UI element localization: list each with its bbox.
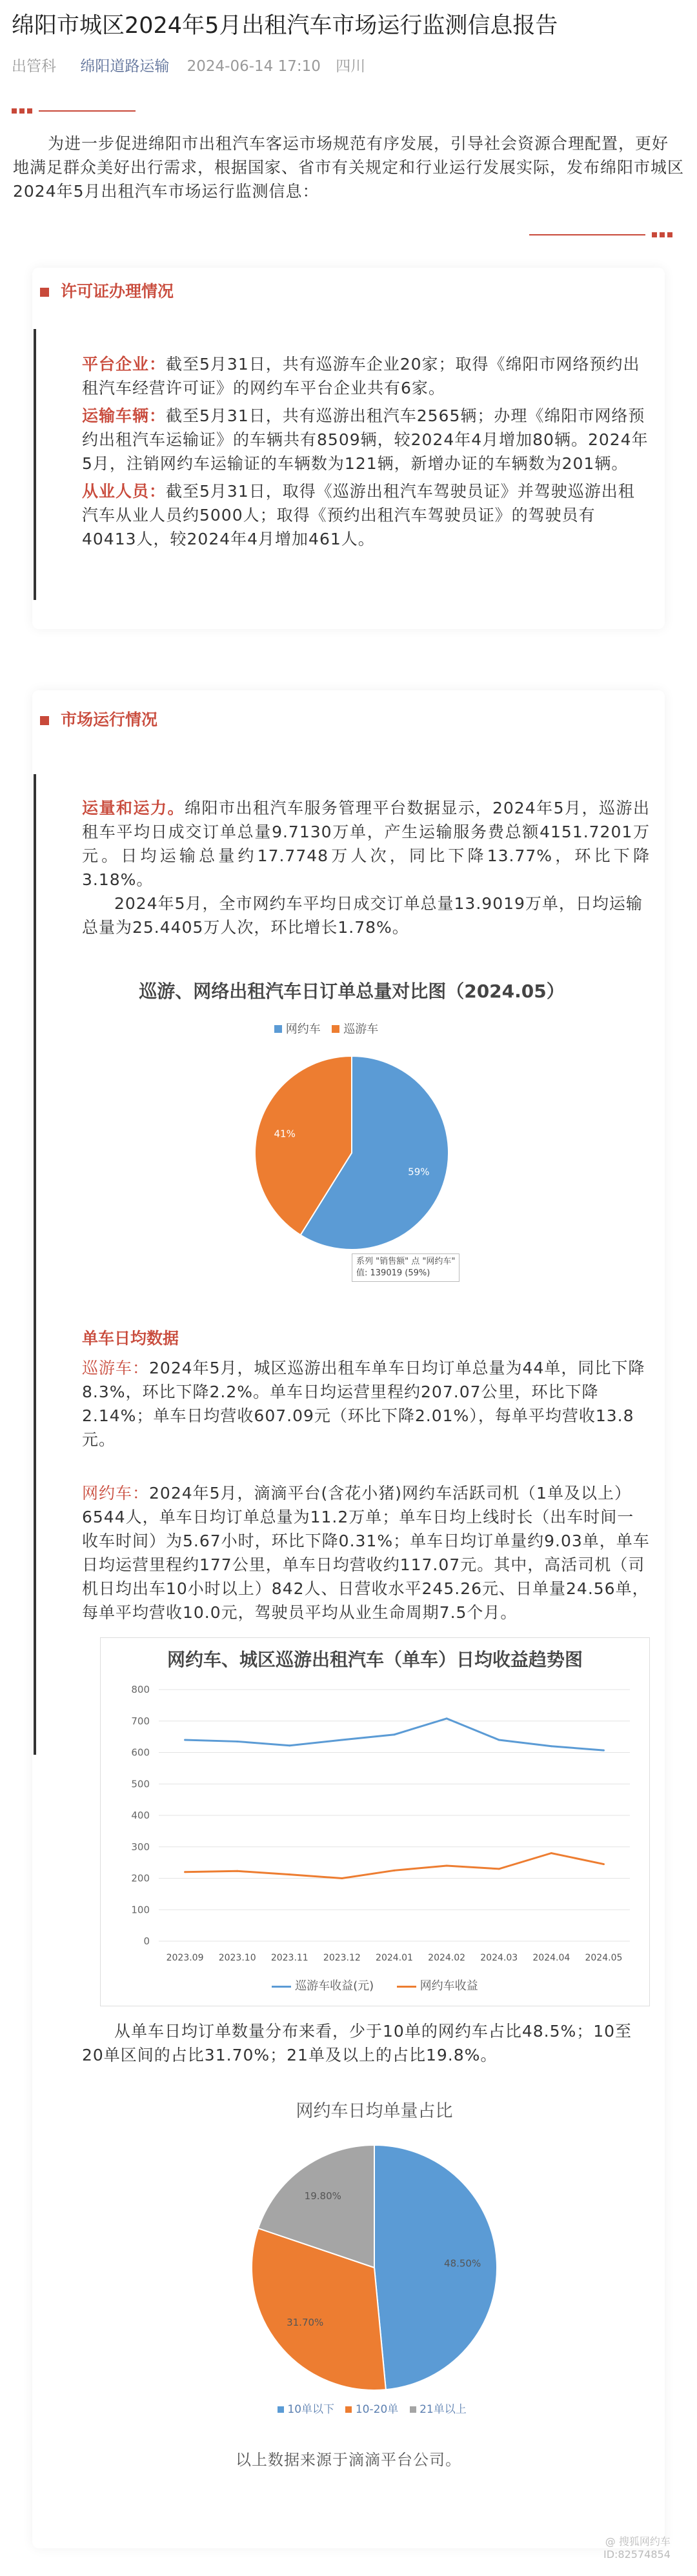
x-tick-label: 2023.11	[270, 1953, 308, 1963]
capacity-paragraph: 运量和运力。绵阳市出租汽车服务管理平台数据显示，2024年5月，巡游出租车平均日成交订单总量9.7130万单，产生运输服务费总额4151.7201万元。日均运输总量约17.7748万人次，同比下降13.77%，环比下降3.18%。	[82, 799, 650, 889]
legend-label: 10-20单	[355, 2403, 399, 2416]
y-tick-label: 500	[131, 1778, 150, 1790]
chart-title: 网约车、城区巡游出租汽车（单车）日均收益趋势图	[167, 1649, 583, 1670]
series-point	[498, 1868, 500, 1870]
pie-chart-svg	[126, 1023, 578, 1293]
series-point	[184, 1739, 186, 1741]
meta-region: 四川	[336, 58, 366, 75]
platform-paragraph: 平台企业：截至5月31日，共有巡游车企业20家；取得《绵阳市网络预约出租汽车经营许可证》的网约车平台企业共有6家。	[82, 355, 640, 397]
series-point	[341, 1739, 343, 1741]
header-decoration	[12, 108, 685, 116]
series-point	[236, 1870, 238, 1872]
chart-title: 网约车日均单量占比	[296, 2101, 453, 2121]
x-tick-label: 2024.02	[428, 1953, 466, 1963]
order-compare-chart	[126, 971, 578, 1293]
y-tick-label: 600	[131, 1746, 150, 1759]
y-tick-label: 100	[131, 1904, 150, 1916]
distribution-paragraph: 从单车日均订单数量分布来看，少于10单的网约车占比48.5%；10至20单区间的占比31.70%；21单及以上的占比19.8%。	[82, 2022, 632, 2064]
taxi-paragraph: 巡游车：2024年5月，城区巡游出租车单车日均订单总量为44单，同比下降8.3%，环比下降2.2%。单车日均运营里程约207.07公里，环比下降2.14%；单车日均营收607.09元（环比下降2.01%），每单平均营收13.8元。	[82, 1359, 645, 1449]
legend-label: 巡游车收益(元)	[295, 1979, 374, 1993]
series-point	[551, 1745, 552, 1747]
article-title: 绵阳市城区2024年5月出租汽车市场运行监测信息报告	[12, 13, 558, 39]
series-line	[185, 1853, 604, 1879]
chart-legend	[101, 1977, 649, 1993]
series-point	[551, 1852, 552, 1854]
market-heading: 市场运行情况	[40, 707, 157, 730]
series-point	[446, 1865, 448, 1867]
series-point	[394, 1733, 396, 1735]
y-tick-label: 0	[143, 1935, 150, 1947]
legend-swatch	[278, 2406, 284, 2413]
series-point	[603, 1863, 605, 1865]
data-source-note: 以上数据来源于滴滴平台公司。	[236, 2451, 461, 2469]
pie-slice-label: 41%	[274, 1128, 296, 1140]
pie-slice-label: 59%	[408, 1166, 430, 1178]
chart-title: 巡游、网络出租汽车日订单总量对比图（2024.05）	[139, 981, 565, 1002]
series-point	[288, 1873, 290, 1875]
license-heading: 许可证办理情况	[40, 279, 174, 302]
single-heading: 单车日均数据	[82, 1329, 179, 1348]
legend-swatch	[397, 1986, 416, 1988]
intro-paragraph: 为进一步促进绵阳市出租汽车客运市场规范有序发展，引导社会资源合理配置，更好地满足群众美好出行需求，根据国家、省市有关规定和行业运行发展实际，发布绵阳市城区2024年5月出租汽车市场运行监测信息：	[13, 134, 685, 201]
article-meta	[12, 54, 376, 75]
license-body	[82, 352, 650, 551]
legend-label: 21单以上	[419, 2403, 467, 2416]
watermark-line: ID:82574854	[603, 2548, 671, 2561]
series-point	[288, 1744, 290, 1746]
meta-datetime: 2024-06-14 17:10	[187, 58, 321, 75]
tooltip-series: 系列 "销售额" 点 "网约车"	[356, 1257, 456, 1266]
chart-tooltip	[352, 1253, 460, 1282]
x-tick-label: 2024.01	[376, 1953, 413, 1963]
rh-paragraph: 网约车：2024年5月，滴滴平台(含花小猪)网约车活跃司机（1单及以上）6544人，单车日均订单总量为11.2万单；单车日均上线时长（出车时间一收车时间）为5.67小时，环比下降0.31%；单车日均订单量约9.03单，单车日均运营里程约177公里，单车日均营收约117.07元。其中，高活司机（司机日均出车10小时以上）842人、日营收水平245.26元、日单量24.56单，每单平均营收10.0元，驾驶员平均从业生命周期7.5个月。	[82, 1484, 650, 1622]
y-tick-label: 700	[131, 1715, 150, 1727]
pie-slice-label: 31.70%	[287, 2316, 324, 2328]
order-distribution-chart	[239, 2097, 600, 2432]
legend-label: 10单以下	[287, 2403, 335, 2416]
meta-tag: 出管科	[12, 58, 56, 75]
series-point	[446, 1717, 448, 1719]
series-point	[394, 1870, 396, 1872]
series-point	[603, 1750, 605, 1752]
line-chart-svg	[101, 1638, 649, 2006]
x-tick-label: 2023.12	[323, 1953, 361, 1963]
legend-label: 巡游车	[343, 1023, 379, 1036]
series-point	[236, 1741, 238, 1742]
vehicle-paragraph: 运输车辆：截至5月31日，共有巡游出租汽车2565辆；办理《绵阳市网络预约出租汽车运输证》的车辆共有8509辆，较2024年4月增加80辆。2024年5月，注销网约车运输证的车辆数为121辆，新增办证的车辆数为201辆。	[82, 406, 649, 473]
series-point	[341, 1877, 343, 1879]
source-link[interactable]: 绵阳道路运输	[80, 58, 170, 75]
series-point	[184, 1871, 186, 1873]
pie-slice-label: 19.80%	[304, 2190, 341, 2202]
legend-label: 网约车	[285, 1023, 321, 1036]
pie-chart-svg	[239, 2129, 600, 2400]
intro-decoration	[0, 232, 685, 240]
y-tick-label: 400	[131, 1810, 150, 1821]
x-tick-label: 2024.04	[532, 1953, 571, 1963]
tooltip-value: 值: 139019 (59%)	[356, 1268, 430, 1278]
market-side-bar	[34, 774, 36, 1755]
chart-legend	[278, 2400, 467, 2416]
legend-swatch	[345, 2406, 352, 2413]
y-tick-label: 200	[131, 1872, 150, 1884]
revenue-trend-chart	[100, 1637, 650, 2006]
x-tick-label: 2024.03	[480, 1953, 518, 1963]
legend-swatch	[272, 1986, 291, 1988]
heading-square-icon	[40, 288, 49, 297]
y-tick-label: 800	[131, 1684, 150, 1695]
heading-square-icon	[40, 716, 49, 725]
pie-slice-label: 48.50%	[444, 2257, 481, 2270]
ride-hail-paragraph: 2024年5月，全市网约车平均日成交订单总量13.9019万单，日均运输总量为25.4405万人次，环比增长1.78%。	[82, 894, 643, 937]
watermark	[603, 2535, 671, 2561]
legend-label: 网约车收益	[419, 1979, 478, 1993]
series-point	[498, 1739, 500, 1741]
staff-paragraph: 从业人员：截至5月31日，取得《巡游出租汽车驾驶员证》并驾驶巡游出租汽车从业人员约5000人；取得《预约出租汽车驾驶员证》的驾驶员有40413人，较2024年4月增加461人。	[82, 482, 635, 548]
x-tick-label: 2023.09	[166, 1953, 204, 1963]
license-side-bar	[34, 329, 36, 600]
legend-swatch	[410, 2406, 416, 2413]
x-tick-label: 2023.10	[218, 1953, 256, 1963]
y-tick-label: 300	[131, 1841, 150, 1853]
watermark-line: @ 搜狐网约车	[605, 2535, 671, 2548]
x-tick-label: 2024.05	[585, 1953, 623, 1963]
